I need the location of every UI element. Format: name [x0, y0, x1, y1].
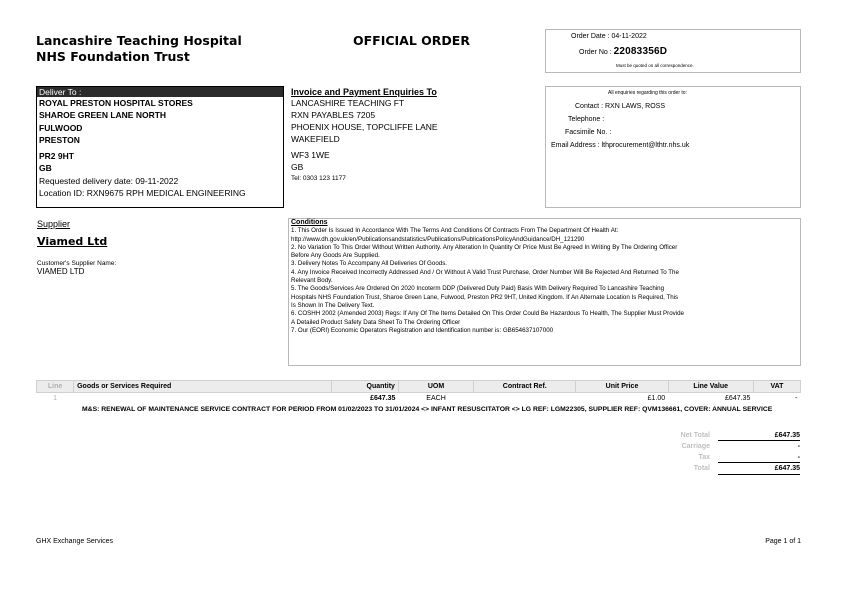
invoice-heading: Invoice and Payment Enquiries To — [291, 87, 437, 97]
total-value: £647.35 — [774, 465, 800, 472]
deliver-line: ROYAL PRESTON HOSPITAL STORES — [39, 98, 193, 108]
order-items-table — [36, 380, 801, 403]
order-info-box — [545, 29, 801, 73]
footer-left: GHX Exchange Services — [36, 538, 114, 545]
deliver-line: SHAROE GREEN LANE NORTH — [39, 110, 167, 121]
hospital-name-line2: NHS Foundation Trust — [36, 49, 190, 64]
conditions-box — [288, 218, 801, 366]
hospital-name-line1: Lancashire Teaching Hospital — [36, 33, 242, 48]
carriage-value: - — [797, 443, 800, 450]
row-line: 1 — [53, 394, 57, 402]
row-goods — [74, 393, 332, 404]
tax-value: - — [797, 454, 800, 461]
email-label: Email Address : — [551, 142, 600, 149]
condition-line: 2. No Variation To This Order Without Written Authority. Any Alteration In Quantity Or Price Must Be Agreed In Writing By The Ordering Officer — [291, 243, 678, 251]
col-goods: Goods or Services Required — [74, 381, 332, 393]
customer-supplier-label: Customer's Supplier Name: — [37, 260, 117, 267]
invoice-box — [288, 86, 544, 208]
total-underline — [718, 474, 800, 475]
carriage-label: Carriage — [681, 443, 710, 450]
condition-line: Is Shown In The Delivery Text. — [291, 301, 375, 309]
net-total-underline — [718, 440, 800, 441]
telephone-label: Telephone : — [568, 116, 605, 123]
deliver-line: FULWOOD — [39, 122, 83, 133]
condition-line: 4. Any Invoice Received Incorrectly Addressed And / Or Without A Valid Trust Purchase, Order Number Will Be Rejected And Returned To The — [291, 268, 679, 276]
condition-line: 7. Our (EORI) Economic Operators Registration and Identification number is: GB654637107000 — [291, 326, 554, 334]
deliver-country: GB — [39, 163, 52, 174]
col-vat: VAT — [753, 381, 800, 393]
row-contract-ref — [474, 393, 576, 404]
email-value: lthprocurement@lthtr.nhs.uk — [601, 142, 690, 149]
order-number — [579, 46, 667, 57]
col-uom: UOM — [398, 381, 473, 393]
invoice-postcode: WF3 1WE — [291, 150, 330, 160]
deliver-line: PRESTON — [39, 134, 80, 145]
facsimile-label: Facsimile No. : — [565, 129, 612, 136]
quote-note: Must be quoted on all correspondence. — [616, 63, 694, 68]
deliver-to-heading: Deliver To : — [37, 87, 283, 97]
total-overline — [718, 462, 800, 463]
col-line-value: Line Value — [668, 381, 753, 393]
row-quantity: £647.35 — [370, 394, 396, 402]
row-unit-price: £1.00 — [647, 394, 666, 402]
contact-value: RXN LAWS, ROSS — [604, 103, 665, 110]
row-uom: EACH — [426, 394, 446, 402]
contact-note: All enquiries regarding this order to: — [608, 90, 687, 96]
contact-label: Contact : — [575, 103, 604, 110]
order-date-value: 04-11-2022 — [611, 33, 647, 40]
order-date-label: Order Date : — [571, 33, 610, 40]
invoice-line: PHOENIX HOUSE, TOPCLIFFE LANE — [291, 122, 438, 132]
invoice-tel: Tel: 0303 123 1177 — [291, 175, 346, 182]
tax-label: Tax — [698, 454, 710, 461]
deliver-to-box — [36, 86, 284, 208]
condition-line: 5. The Goods/Services Are Ordered On 2020 Incoterm DDP (Delivered Duty Paid) Basis With Delivery Required To Lancashire Teaching — [291, 285, 665, 293]
order-number-label: Order No : — [579, 49, 612, 56]
condition-line: http://www.dh.gov.uk/en/Publicationsandstatistics/Publications/PublicationsPolicyAndGuidance/DH_121290 — [291, 235, 585, 243]
email-row — [551, 142, 689, 149]
condition-line: Relevant Body. — [291, 277, 333, 285]
hospital-name — [36, 33, 242, 65]
conditions-heading: Conditions — [291, 219, 328, 226]
table-row — [37, 393, 801, 404]
condition-line: 3. Delivery Notes To Accompany All Deliveries Of Goods. — [291, 260, 448, 268]
col-unit-price: Unit Price — [576, 381, 668, 393]
row-vat: - — [795, 394, 798, 402]
contact-row — [575, 103, 665, 110]
supplier-name: Viamed Ltd — [37, 235, 108, 248]
table-header-row — [37, 381, 801, 393]
condition-line: 6. COSHH 2002 (Amended 2003) Regs: If Any Of The Items Detailed On This Order Could Be Hazardous To Health, The Supplier Must Provide — [291, 310, 684, 318]
deliver-postcode: PR2 9HT — [39, 151, 74, 162]
invoice-address — [289, 97, 543, 185]
condition-line: A Detailed Product Safety Data Sheet To The Ordering Officer — [291, 318, 461, 326]
contact-box — [545, 86, 801, 208]
net-total-label: Net Total — [680, 432, 710, 439]
col-line: Line — [37, 381, 74, 393]
item-description: M&S: RENEWAL OF MAINTENANCE SERVICE CONTRACT FOR PERIOD FROM 01/02/2023 TO 31/01/2024 <> INFANT RESUSCITATOR <> LG REF: LGM22305, SUPPLIER REF: QVM136661, COVER: ANNUAL SERVICE — [82, 406, 773, 413]
col-quantity: Quantity — [331, 381, 398, 393]
col-contract-ref: Contract Ref. — [474, 381, 576, 393]
invoice-line: RXN PAYABLES 7205 — [291, 110, 376, 120]
invoice-country: GB — [291, 162, 304, 172]
requested-delivery-date: Requested delivery date: 09-11-2022 — [39, 175, 179, 186]
location-id: Location ID: RXN9675 RPH MEDICAL ENGINEERING — [39, 188, 246, 199]
invoice-line: WAKEFIELD — [291, 134, 340, 144]
deliver-address — [37, 97, 283, 199]
order-date — [571, 33, 647, 40]
document-title: OFFICIAL ORDER — [353, 33, 470, 48]
condition-line: 1. This Order Is Issued In Accordance With The Terms And Conditions Of Contracts From The Department Of Health At: — [291, 227, 619, 235]
condition-line: Hospitals NHS Foundation Trust, Sharoe Green Lane, Fulwood, Preston PR2 9HT, United Kingdom. If An Alternate Location Is Required, This — [291, 293, 679, 301]
customer-supplier-value: VIAMED LTD — [37, 267, 85, 276]
total-label: Total — [693, 465, 710, 472]
condition-line: Before Any Goods Are Supplied. — [291, 252, 380, 260]
supplier-heading: Supplier — [37, 219, 71, 229]
net-total-value: £647.35 — [774, 432, 800, 439]
row-line-value: £647.35 — [725, 394, 751, 402]
order-number-value: 22083356D — [613, 46, 668, 57]
invoice-line: LANCASHIRE TEACHING FT — [291, 98, 405, 108]
page-number: Page 1 of 1 — [765, 538, 801, 545]
supplier-box — [36, 218, 286, 368]
